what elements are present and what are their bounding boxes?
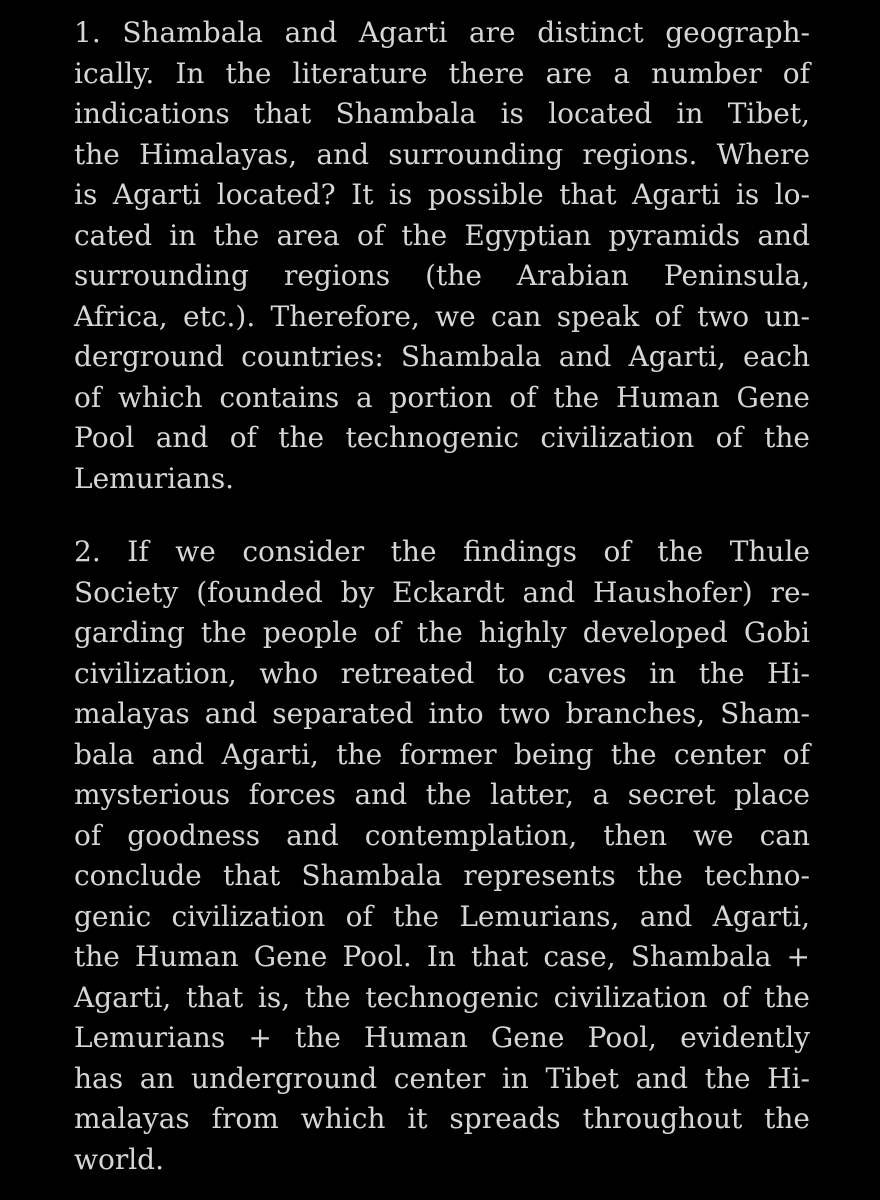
text-line: malayas and separated into two branches, Sham- [74, 697, 810, 730]
text-line: cated in the area of the Egyptian pyramids and [74, 219, 810, 252]
text-line: the Himalayas, and surrounding regions. Where [74, 138, 810, 171]
text-line: is Agarti located? It is possible that Agarti is lo- [74, 178, 810, 211]
text-line: Society (founded by Eckardt and Haushofer) re- [74, 576, 810, 609]
text-line: surrounding regions (the Arabian Peninsula, [74, 259, 810, 292]
text-line: derground countries: Shambala and Agarti, each [74, 340, 810, 373]
text-line: garding the people of the highly developed Gobi [74, 616, 810, 649]
text-line: Africa, etc.). Therefore, we can speak of two un- [74, 300, 810, 333]
text-line: has an underground center in Tibet and the Hi- [74, 1062, 810, 1095]
text-line: Pool and of the technogenic civilization of the [74, 421, 810, 454]
text-line: 1. Shambala and Agarti are distinct geograph- [74, 16, 810, 49]
text-line: mysterious forces and the latter, a secret place [74, 778, 810, 811]
text-line: Agarti, that is, the technogenic civilization of the [74, 981, 810, 1014]
text-line: of goodness and contemplation, then we can [74, 819, 810, 852]
text-line: ically. In the literature there are a number of [74, 57, 810, 90]
text-line: Lemurians. [74, 462, 235, 495]
text-line: malayas from which it spreads throughout the [74, 1102, 810, 1135]
text-line: 2. If we consider the findings of the Thule [74, 535, 810, 568]
text-line: civilization, who retreated to caves in the Hi- [74, 657, 810, 690]
text-line: conclude that Shambala represents the techno- [74, 859, 810, 892]
text-line: the Human Gene Pool. In that case, Shambala + [74, 940, 810, 973]
text-line: world. [74, 1143, 164, 1176]
text-line: genic civilization of the Lemurians, and Agarti, [74, 900, 810, 933]
text-line: of which contains a portion of the Human Gene [74, 381, 810, 414]
text-line: bala and Agarti, the former being the center of [74, 738, 810, 771]
text-line: Lemurians + the Human Gene Pool, evidently [74, 1021, 810, 1054]
text-line: indications that Shambala is located in Tibet, [74, 97, 810, 130]
